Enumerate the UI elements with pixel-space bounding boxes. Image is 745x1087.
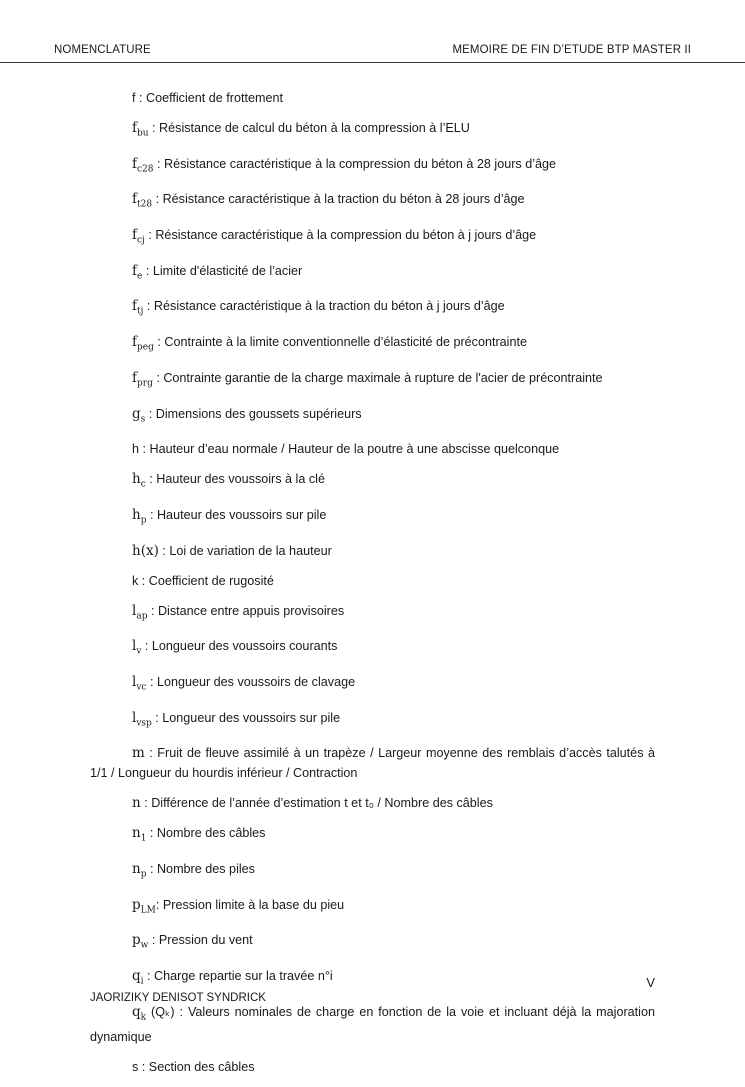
entry-description: : Différence de l’année d’estimation t et t₀ / Nombre des câbles — [140, 796, 493, 811]
entry-symbol: $f_{tj}$ — [132, 298, 144, 318]
entry-description: : Distance entre appuis provisoires — [147, 603, 345, 618]
entry-symbol-subscript: peg — [137, 342, 154, 353]
header-rule — [0, 62, 745, 63]
entry-symbol-subscript: w — [140, 941, 149, 952]
entry-symbol: $l_{ap}$ — [132, 602, 148, 622]
entry-symbol-subscript: t28 — [137, 200, 153, 211]
entry-description: : Nombre des câbles — [146, 826, 266, 841]
nomenclature-list — [90, 88, 655, 1087]
page-footer: JAORIZIKY DENISOT SYNDRICK — [90, 992, 266, 1004]
entry-description: : Charge repartie sur la travée n°i — [143, 969, 333, 984]
nomenclature-entry — [90, 261, 655, 287]
nomenclature-entry — [90, 708, 655, 734]
entry-symbol: $f_{prg}$ — [132, 369, 153, 389]
entry-description: : Contrainte à la limite conventionnelle d’élasticité de précontrainte — [153, 335, 527, 350]
nomenclature-entry — [90, 505, 655, 531]
entry-symbol: m — [132, 745, 145, 762]
entry-description: : Longueur des voussoirs courants — [141, 639, 338, 654]
entry-description: : Nombre des piles — [146, 862, 255, 876]
entry-symbol: $f_{peg}$ — [132, 334, 154, 353]
entry-symbol: $f_{c28}$ — [132, 155, 154, 175]
entry-description: : Pression limite à la base du pieu — [155, 897, 345, 912]
entry-symbol: h(x) — [132, 542, 159, 559]
entry-symbol: $n_1$ — [132, 825, 147, 844]
nomenclature-entry — [90, 368, 655, 394]
entry-symbol: $g_s$ — [132, 405, 146, 425]
entry-symbol: $n_p$ — [132, 861, 147, 880]
entry-description: : Coefficient de frottement — [135, 91, 283, 105]
page-number: V — [646, 975, 655, 990]
nomenclature-entry — [90, 225, 655, 251]
entry-symbol: $l_v$ — [132, 638, 142, 657]
nomenclature-entry — [90, 636, 655, 662]
entry-symbol-subscript: ap — [136, 611, 148, 622]
entry-description: : Section des câbles — [138, 1060, 255, 1075]
entry-symbol: $p_w$ — [132, 932, 149, 952]
entry-description: : Résistance de calcul du béton à la compression à l’ELU — [148, 121, 470, 135]
nomenclature-entry — [90, 743, 655, 783]
entry-description: : Hauteur des voussoirs sur pile — [146, 507, 327, 522]
entry-symbol: $f_{t28}$ — [132, 191, 153, 211]
nomenclature-entry — [90, 541, 655, 561]
nomenclature-entry — [90, 296, 655, 322]
entry-symbol: $h_c$ — [132, 471, 146, 490]
nomenclature-entry — [90, 895, 655, 921]
nomenclature-entry — [90, 859, 655, 885]
entry-symbol-subscript: v — [136, 646, 142, 657]
entry-symbol: $p_{LM}$ — [132, 896, 156, 916]
nomenclature-entry — [90, 1057, 655, 1077]
entry-description: : Résistance caractéristique à la traction du béton à j jours d’âge — [143, 299, 505, 314]
nomenclature-entry — [90, 332, 655, 358]
entry-symbol-subscript: 1 — [140, 834, 147, 844]
entry-symbol: $h_p$ — [132, 506, 147, 526]
nomenclature-entry — [90, 189, 655, 215]
entry-description: : Résistance caractéristique à la compression du béton à 28 jours d’âge — [153, 156, 557, 171]
entry-symbol: $f_e$ — [132, 262, 143, 282]
entry-symbol-subscript: vc — [136, 682, 147, 693]
nomenclature-entry — [90, 404, 655, 430]
entry-description: : Dimensions des goussets supérieurs — [145, 406, 362, 421]
nomenclature-entry — [90, 823, 655, 849]
entry-symbol: $f_{cj}$ — [132, 227, 145, 246]
nomenclature-entry — [90, 154, 655, 180]
nomenclature-entry — [90, 439, 655, 459]
entry-symbol-subscript: c28 — [137, 164, 154, 175]
entry-symbol-subscript: i — [140, 976, 144, 987]
nomenclature-entry — [90, 601, 655, 627]
entry-description: : Longueur des voussoirs sur pile — [151, 710, 341, 725]
nomenclature-entry — [90, 966, 655, 992]
entry-symbol-subscript: c — [140, 479, 146, 490]
entry-symbol-subscript: p — [140, 515, 147, 526]
entry-symbol: $l_{vc}$ — [132, 673, 147, 693]
nomenclature-entry — [90, 88, 655, 108]
entry-symbol: h — [132, 442, 140, 457]
entry-symbol-subscript: p — [140, 869, 147, 880]
entry-symbol: f — [132, 91, 136, 105]
entry-symbol: $f_{bu}$ — [132, 120, 149, 139]
entry-symbol-subscript: cj — [137, 235, 145, 246]
entry-description: : Résistance caractéristique à la traction du béton à 28 jours d’âge — [152, 192, 525, 207]
entry-description: : Hauteur des voussoirs à la clé — [145, 472, 325, 487]
entry-description: : Résistance caractéristique à la compression du béton à j jours d’âge — [144, 228, 537, 243]
entry-symbol-subscript: vsp — [136, 718, 152, 729]
entry-description: : Longueur des voussoirs de clavage — [146, 674, 356, 689]
entry-symbol: k — [132, 573, 139, 588]
entry-description: : Coefficient de rugosité — [138, 573, 274, 588]
entry-description: : Loi de variation de la hauteur — [158, 543, 332, 558]
entry-symbol: s — [132, 1060, 139, 1075]
entry-description: : Pression du vent — [148, 933, 253, 948]
entry-symbol: n — [132, 795, 141, 812]
nomenclature-entry — [90, 118, 655, 144]
nomenclature-entry — [90, 571, 655, 591]
entry-description: (Qₖ) : Valeurs nominales de charge en fonction de la voie et incluant déjà la majoration dynamique — [90, 1004, 655, 1045]
entry-symbol: $q_i$ — [132, 968, 144, 987]
header-left: NOMENCLATURE — [54, 44, 151, 56]
nomenclature-entry — [90, 1002, 655, 1048]
entry-symbol: $q_k$ — [132, 1003, 147, 1023]
nomenclature-entry — [90, 793, 655, 813]
entry-symbol-subscript: tj — [137, 307, 144, 318]
entry-symbol-subscript: bu — [137, 128, 149, 139]
entry-symbol-subscript: prg — [137, 378, 153, 389]
entry-description: : Fruit de fleuve assimilé à un trapèze / Largeur moyenne des remblais d’accès talutés à 1/1 / Longueur du hourdis inférieur / Contraction — [90, 746, 655, 781]
nomenclature-entry — [90, 930, 655, 956]
nomenclature-entry — [90, 672, 655, 698]
entry-symbol-subscript: LM — [140, 905, 156, 916]
page-header — [54, 44, 691, 62]
header-right: MEMOIRE DE FIN D’ETUDE BTP MASTER II — [452, 44, 691, 56]
entry-description: : Contrainte garantie de la charge maximale à rupture de l'acier de précontrainte — [152, 370, 603, 385]
entry-symbol-subscript: s — [140, 414, 146, 425]
entry-symbol-subscript: k — [140, 1012, 147, 1023]
entry-symbol: $l_{vsp}$ — [132, 709, 152, 729]
entry-description: : Limite d'élasticité de l’acier — [142, 263, 303, 278]
nomenclature-entry — [90, 469, 655, 495]
entry-symbol-subscript: e — [137, 271, 143, 282]
entry-description: : Hauteur d’eau normale / Hauteur de la poutre à une abscisse quelconque — [139, 442, 560, 457]
